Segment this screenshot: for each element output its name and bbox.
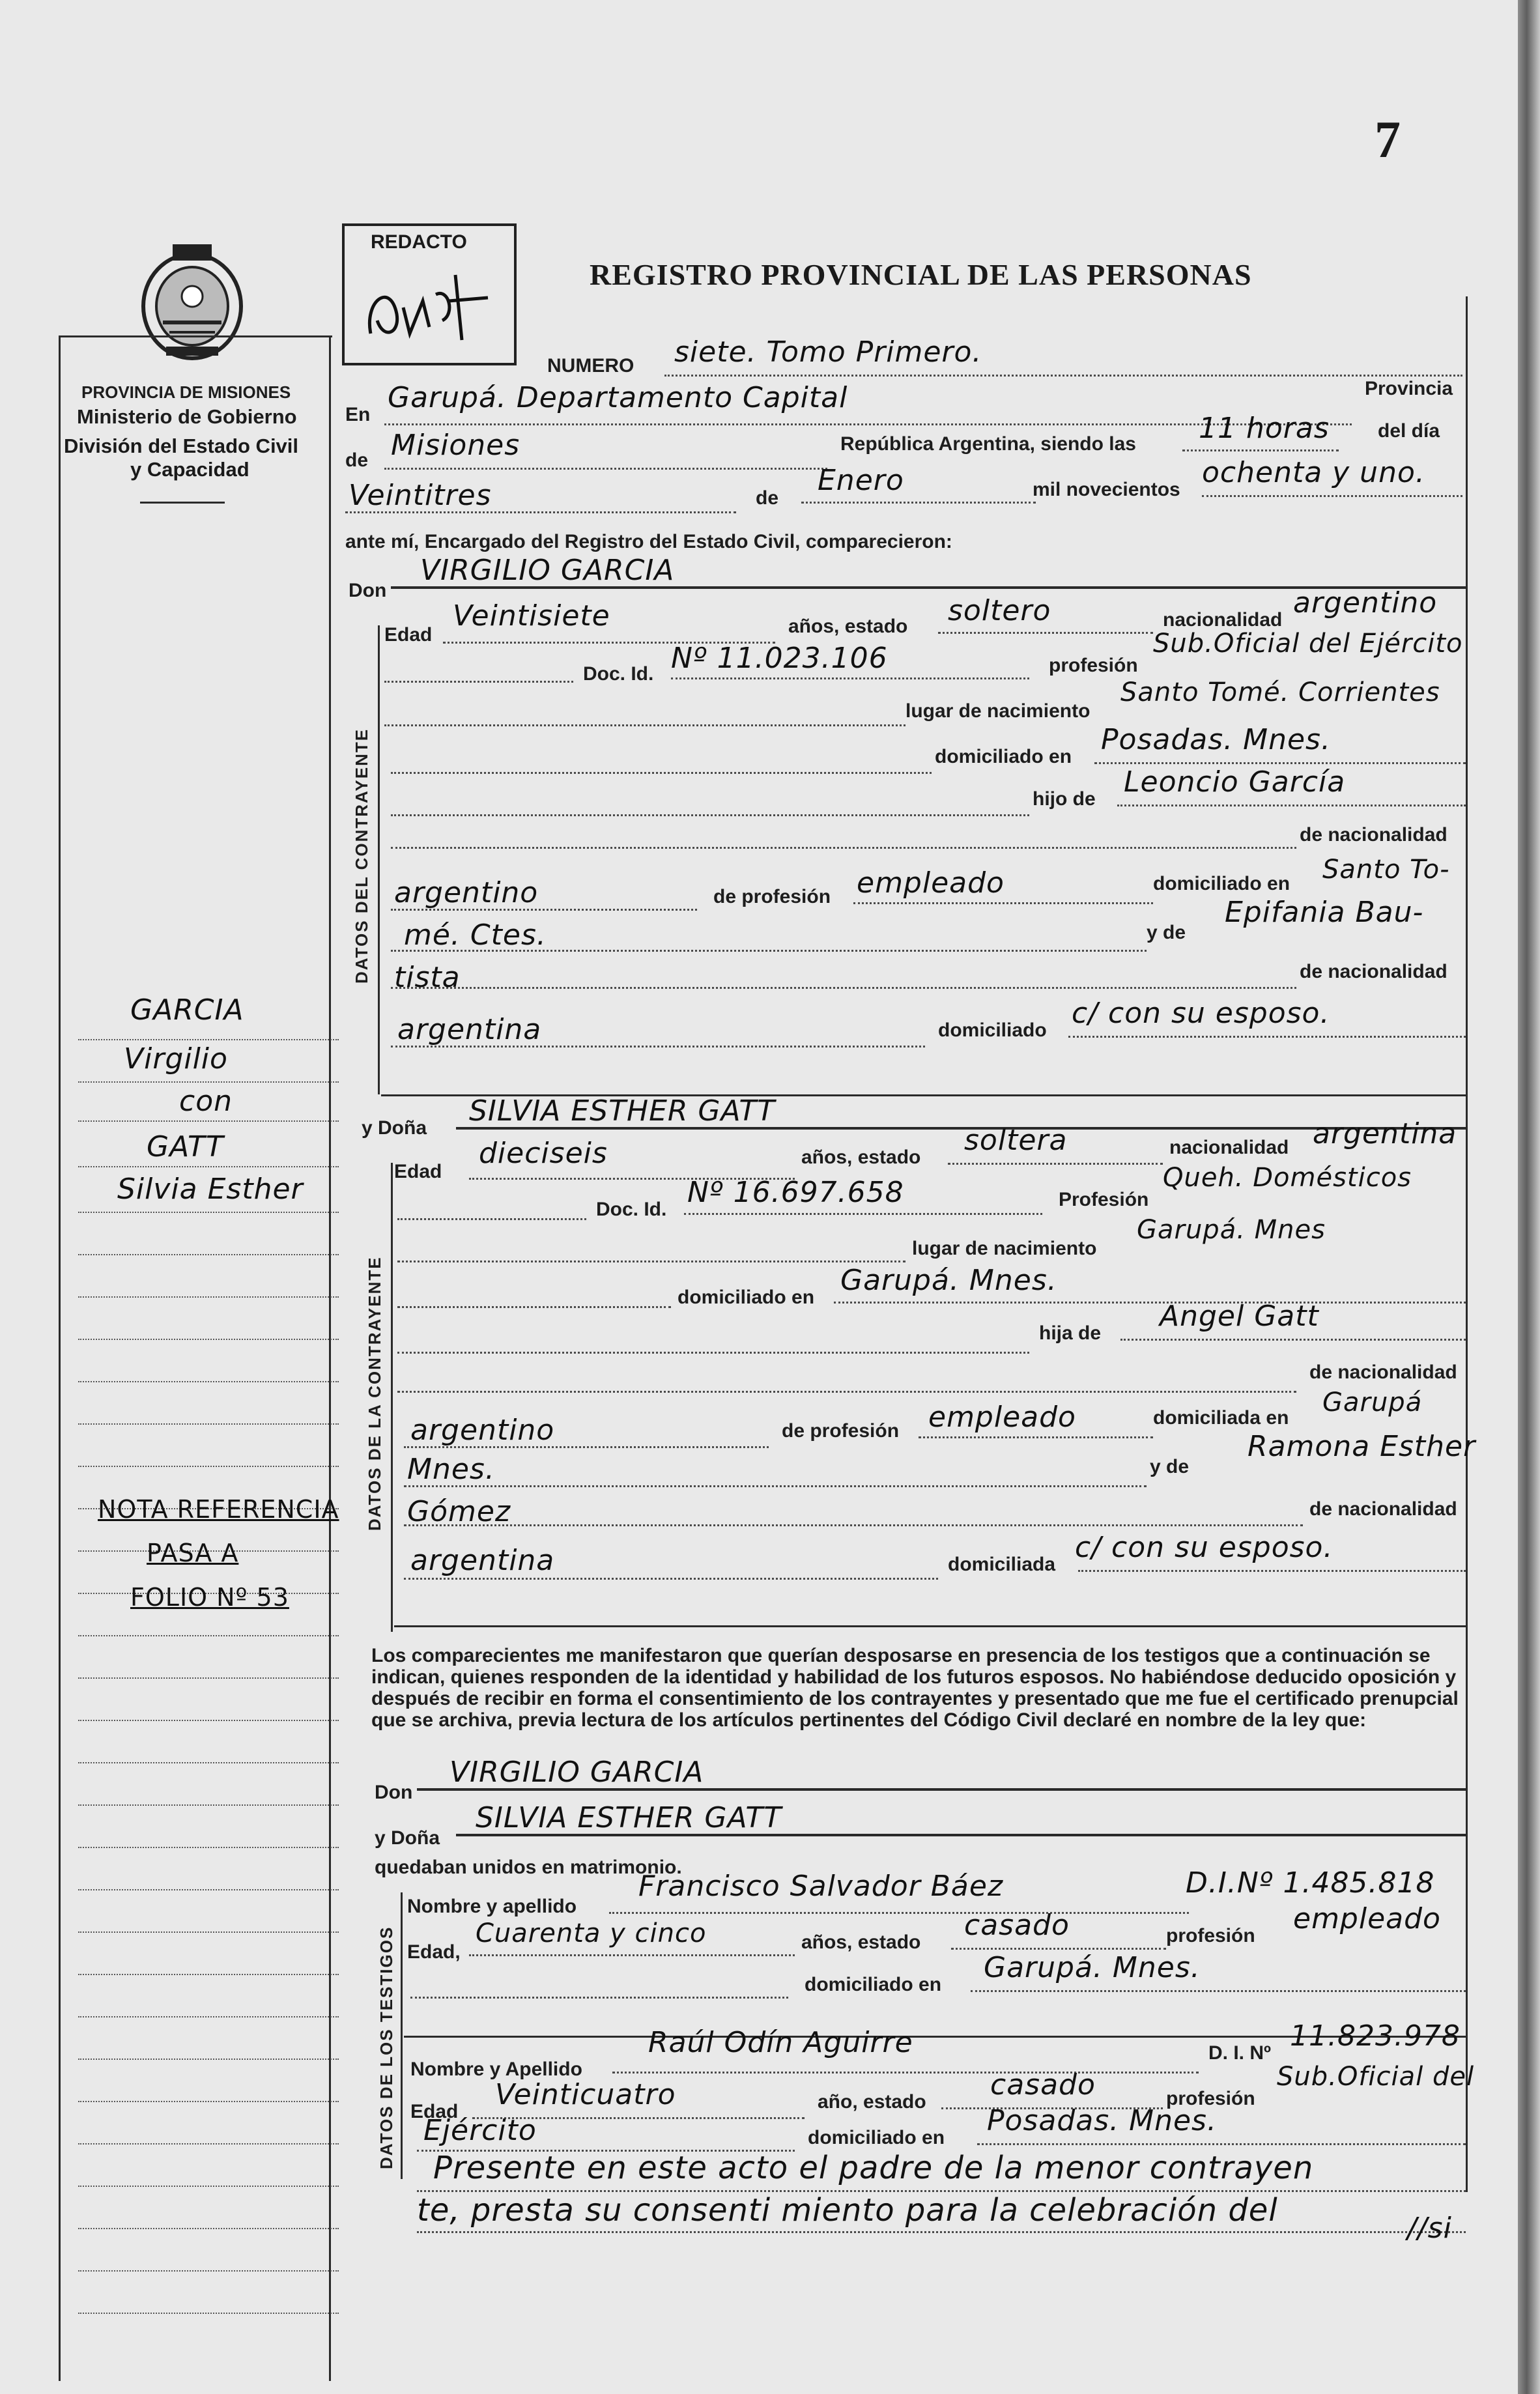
f-prof-value: Queh. Domésticos [1163, 1163, 1412, 1193]
f-edad-value: dieciseis [479, 1137, 608, 1170]
mes-value: Enero [818, 464, 904, 497]
t2-doc: 11.823.978 [1290, 2019, 1461, 2053]
margin-nota-3: FOLIO Nº 53 [130, 1583, 289, 1612]
vertical-contrayente: DATOS DEL CONTRAYENTE [352, 728, 371, 984]
de-nac-label: de nacionalidad [1300, 824, 1447, 846]
numero-label: NUMERO [547, 355, 635, 377]
f-dom-label: domiciliado en [677, 1287, 815, 1308]
don-label: Don [349, 580, 387, 601]
margin-nota-1: NOTA REFERENCIA [98, 1495, 339, 1524]
doc-value: Nº 11.023.106 [671, 642, 888, 675]
union-don-value: VIRGILIO GARCIA [449, 1756, 704, 1789]
f-madre-value-1: Ramona Esther [1248, 1430, 1476, 1463]
f-lugar-value: Garupá. Mnes [1137, 1215, 1326, 1245]
padre-dom-2: mé. Ctes. [404, 919, 547, 952]
f-padre-dom-label: domiciliada en [1153, 1407, 1289, 1429]
republica-label: República Argentina, siendo las [840, 433, 1136, 455]
padre-nac: argentino [394, 876, 539, 909]
edad-label: Edad [384, 624, 433, 646]
estado-value: soltero [948, 594, 1051, 627]
de-prof-label: de profesión [713, 886, 831, 907]
doc-label: Doc. Id. [583, 663, 654, 685]
f-padre-dom-2: Mnes. [407, 1453, 495, 1486]
prof-value: Sub.Oficial del Ejército [1153, 629, 1463, 659]
page-title: REGISTRO PROVINCIAL DE LAS PERSONAS [590, 258, 1252, 291]
t1-edad: Cuarenta y cinco [476, 1918, 707, 1948]
f-de-nac-label: de nacionalidad [1309, 1361, 1457, 1383]
dom-label: domiciliado en [935, 746, 1072, 767]
f-y-de-label: y de [1150, 1456, 1190, 1477]
union-dona-label: y Doña [375, 1827, 440, 1849]
f-lugar-label: lugar de nacimiento [912, 1238, 1097, 1259]
y-de-label: y de [1147, 922, 1186, 943]
f-nac-label: nacionalidad [1169, 1137, 1289, 1158]
seal-province-label: PROVINCIA DE MISIONES [81, 382, 291, 402]
f-padre-nac: argentino [410, 1414, 555, 1447]
redacto-signature-icon [358, 262, 501, 353]
vertical-testigos: DATOS DE LOS TESTIGOS [377, 1926, 396, 2169]
t2-prof-label: profesión [1166, 2088, 1255, 2109]
quedaban-text: quedaban unidos en matrimonio. [375, 1857, 682, 1878]
dom-value: Posadas. Mnes. [1101, 723, 1331, 756]
redacto-label: REDACTO [371, 231, 467, 253]
redacto-box [342, 223, 517, 365]
margin-nota-2: PASA A [147, 1539, 239, 1567]
consent-paragraph: Los comparecientes me manifestaron que querían desposarse en presencia de los testigos que a continuación se indican, quienes responden de la identidad y habilidad de los futuros esposos. No habiéndose deducido oposición y después de recibir en forma el consentimiento de los contrayentes y presentado que me fue el certificado prenupcial que se archiva, previa lectura de los artículos pertinentes del Código Civil declaré en nombre de la ley que: [371, 1645, 1459, 1731]
anios-label: años, estado [788, 616, 908, 637]
f-prof-label: Profesión [1059, 1189, 1149, 1210]
t1-edad-label: Edad, [407, 1941, 461, 1963]
hijo-label: hijo de [1033, 788, 1096, 810]
hija-label: hija de [1039, 1322, 1102, 1344]
page-binding-edge [1518, 0, 1540, 2394]
lugar-value: Santo Tomé. Corrientes [1120, 677, 1440, 707]
t1-nombre: Francisco Salvador Báez [638, 1870, 1004, 1903]
t1-estado: casado [964, 1909, 1070, 1942]
t2-dom-label: domiciliado en [808, 2127, 945, 2148]
t2-doc-label: D. I. Nº [1208, 2042, 1271, 2064]
t1-dom-label: domiciliado en [805, 1974, 942, 1995]
don-value: VIRGILIO GARCIA [420, 554, 675, 587]
f-de-prof-label: de profesión [782, 1420, 900, 1442]
ante-mi-text: ante mí, Encargado del Registro del Estado Civil, comparecieron: [345, 531, 952, 552]
dona-label: y Doña [362, 1117, 427, 1139]
dona-value: SILVIA ESTHER GATT [469, 1094, 776, 1128]
note-line-2: te, presta su consenti miento para la celebración del [417, 2192, 1278, 2229]
f-nac-value: argentina [1313, 1117, 1457, 1150]
f-edad-label: Edad [394, 1161, 442, 1182]
madre-value-1: Epifania Bau- [1225, 896, 1424, 929]
madre-dom: c/ con su esposo. [1072, 997, 1330, 1030]
padre-prof: empleado [857, 866, 1005, 900]
mil-label: mil novecientos [1033, 479, 1180, 500]
t2-anios-label: año, estado [818, 2091, 926, 2113]
en-label: En [345, 404, 371, 425]
f-padre-prof: empleado [928, 1401, 1076, 1434]
del-dia-label: del día [1378, 420, 1440, 442]
t1-dom: Garupá. Mnes. [984, 1951, 1201, 1984]
edad-value: Veintisiete [453, 599, 610, 633]
f-padre-dom-1: Garupá [1322, 1388, 1423, 1418]
page-number: 7 [1375, 111, 1401, 169]
madre-value-2: tista [394, 961, 461, 994]
margin-name-1: GARCIA [130, 993, 244, 1027]
prof-label: profesión [1049, 655, 1138, 676]
f-doc-label: Doc. Id. [596, 1199, 667, 1220]
de-label: de [345, 449, 369, 471]
note-line-1: Presente en este acto el padre de la menor contrayen [433, 2150, 1314, 2186]
padre-dom-1: Santo To- [1322, 855, 1450, 885]
seal-ministry: Ministerio de Gobierno [77, 405, 297, 428]
margin-name-2: Virgilio [124, 1042, 228, 1076]
note-sigue: //si [1407, 2212, 1452, 2245]
nac-label: nacionalidad [1163, 609, 1283, 631]
seal-division-2: y Capacidad [130, 458, 250, 481]
de-value: Misiones [391, 429, 520, 462]
en-value: Garupá. Departamento Capital [388, 381, 848, 414]
madre-nac: argentina [397, 1013, 542, 1046]
margin-name-4: GATT [147, 1130, 224, 1163]
de2-label: de [756, 487, 779, 509]
f-anios-label: años, estado [801, 1147, 921, 1168]
f-madre-nac: argentina [410, 1544, 555, 1577]
t2-estado: casado [990, 2068, 1096, 2102]
t2-prof-1: Sub.Oficial del [1277, 2062, 1475, 2092]
t2-prof-2: Ejército [423, 2114, 537, 2147]
horas-value: 11 horas [1199, 412, 1330, 445]
provincia-label: Provincia [1365, 378, 1453, 399]
margin-name-3: con [179, 1085, 233, 1118]
t2-dom: Posadas. Mnes. [987, 2104, 1217, 2137]
anio-value: ochenta y uno. [1202, 456, 1425, 489]
t1-prof-label: profesión [1166, 1925, 1255, 1946]
provincial-seal-icon [130, 235, 254, 365]
t1-nombre-label: Nombre y apellido [407, 1896, 577, 1917]
t2-edad-label: Edad [410, 2101, 459, 2122]
margin-name-5: Silvia Esther [117, 1173, 304, 1206]
t2-nombre: Raúl Odín Aguirre [648, 2026, 913, 2059]
padre-value: Leoncio García [1124, 765, 1346, 799]
de-nac-label-2: de nacionalidad [1300, 961, 1447, 982]
f-padre-value: Angel Gatt [1160, 1300, 1319, 1333]
t1-doc: D.I.Nº 1.485.818 [1186, 1866, 1435, 1900]
padre-dom-label: domiciliado en [1153, 873, 1290, 894]
f-doc-value: Nº 16.697.658 [687, 1176, 904, 1209]
vertical-contrayente-f: DATOS DE LA CONTRAYENTE [365, 1256, 384, 1531]
f-estado-value: soltera [964, 1124, 1068, 1157]
t2-edad: Veinticuatro [495, 2078, 676, 2111]
t1-prof: empleado [1293, 1902, 1441, 1935]
f-de-nac-label-2: de nacionalidad [1309, 1498, 1457, 1520]
f-dom-value: Garupá. Mnes. [840, 1264, 1057, 1297]
dia-value: Veintitres [349, 479, 492, 512]
seal-division-1: División del Estado Civil [64, 435, 299, 457]
numero-value: siete. Tomo Primero. [674, 335, 982, 369]
nac-value: argentino [1293, 586, 1438, 620]
f-madre-dom-label: domiciliada [948, 1554, 1056, 1575]
union-dona-value: SILVIA ESTHER GATT [476, 1801, 782, 1834]
f-madre-dom: c/ con su esposo. [1075, 1531, 1333, 1564]
t1-anios-label: años, estado [801, 1931, 921, 1953]
f-madre-value-2: Gómez [407, 1495, 511, 1528]
madre-dom-label: domiciliado [938, 1019, 1047, 1041]
t2-nombre-label: Nombre y Apellido [410, 2059, 582, 2080]
union-don-label: Don [375, 1782, 413, 1803]
lugar-label: lugar de nacimiento [905, 700, 1091, 722]
